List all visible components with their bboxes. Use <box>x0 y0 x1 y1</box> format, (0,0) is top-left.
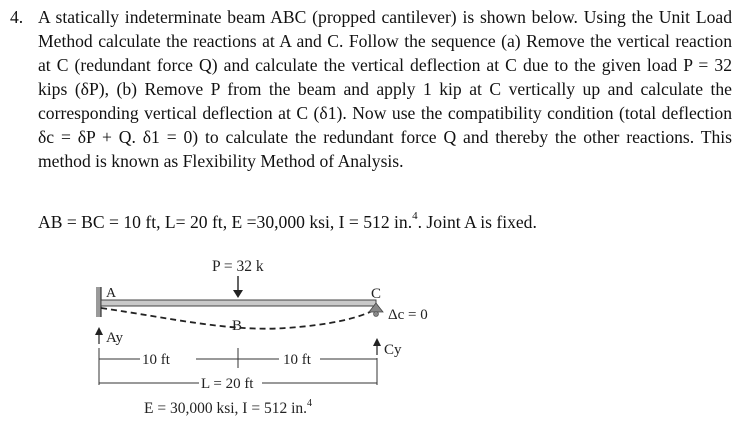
given-exponent: 4 <box>412 210 418 222</box>
fixed-support-a <box>96 287 101 317</box>
problem-paragraph: A statically indeterminate beam ABC (propped cantilever) is shown below. Using the Unit Load Method calculate the reactions at A and C. Follow the sequence (a) Remove the vertical reaction at C (redundant force Q) and calculate the vertical deflection at C due to the given load P = 32 kips (δP), (b) Remove P from the beam and apply 1 kip at C vertically up and calculate the corresponding vertical deflection at C (δ1). Now use the compatibility condition (total deflection δc = δP + Q. δ1 = 0) to calculate the redundant force Q and thereby the other reactions. This method is known as Flexibility Method of Analysis. <box>38 7 732 171</box>
reaction-a-arrow-head <box>95 327 103 335</box>
roller-wheel <box>374 312 379 317</box>
load-label: P = 32 k <box>212 258 264 275</box>
given-text: AB = BC = 10 ft, L= 20 ft, E =30,000 ksi, I = 512 in. <box>38 212 413 232</box>
span-total-label: L = 20 ft <box>201 376 254 392</box>
reaction-c-arrow-head <box>373 338 381 346</box>
span-ab-label: 10 ft <box>142 352 170 368</box>
properties-exponent: 4 <box>307 398 313 409</box>
properties-label <box>144 398 312 417</box>
reaction-a-label: Ay <box>106 330 123 346</box>
properties-text: E = 30,000 ksi, I = 512 in. <box>144 400 308 417</box>
delta-c-label: Δc = 0 <box>388 307 428 323</box>
label-c: C <box>371 286 382 302</box>
given-suffix: . Joint A is fixed. <box>417 212 537 232</box>
span-bc-label: 10 ft <box>283 352 311 368</box>
reaction-c-label: Cy <box>384 342 402 358</box>
problem-number: 4. <box>10 7 24 27</box>
beam-abc <box>101 300 376 306</box>
load-arrow-head <box>233 290 243 298</box>
label-b: B <box>232 318 243 334</box>
label-a: A <box>106 286 117 301</box>
